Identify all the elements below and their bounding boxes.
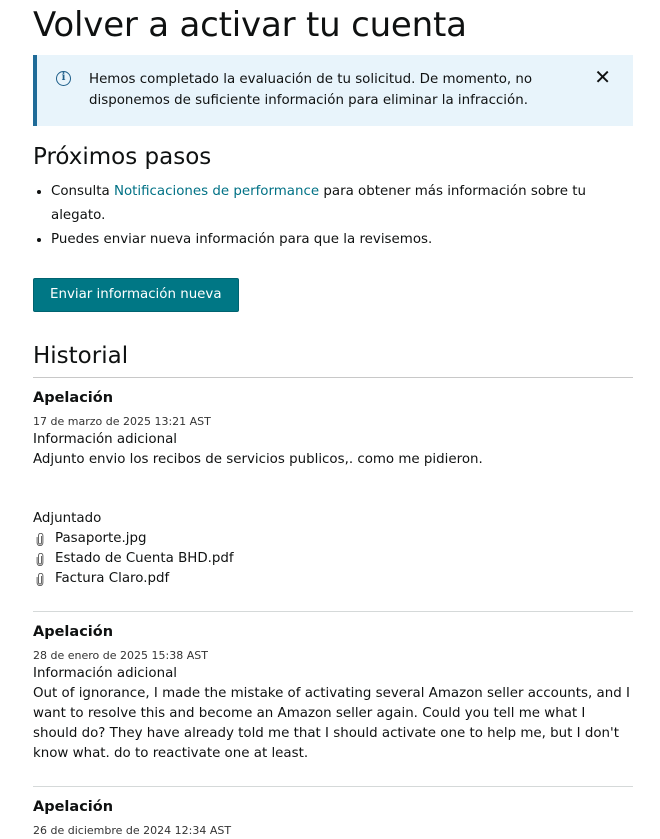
- next-steps-list: [33, 180, 633, 252]
- step-text-pre: Consulta: [51, 184, 114, 199]
- entry-date: 28 de enero de 2025 15:38 AST: [33, 649, 208, 662]
- attachment-item[interactable]: [33, 549, 633, 569]
- attachment-name: Estado de Cuenta BHD.pdf: [55, 551, 234, 566]
- page-title: Volver a activar tu cuenta: [33, 5, 467, 45]
- history-entry: [33, 611, 633, 764]
- step-text-post: para obtener más información sobre tu alegato.: [51, 184, 586, 223]
- entry-type: Apelación: [33, 799, 114, 815]
- submit-new-info-button[interactable]: Enviar información nueva: [33, 278, 239, 312]
- list-item: • Puedes enviar nueva información para que la revisemos.: [51, 228, 633, 252]
- paperclip-icon: [33, 533, 47, 546]
- close-icon[interactable]: ✕: [594, 65, 611, 89]
- paperclip-icon: [33, 553, 47, 566]
- entry-type: Apelación: [33, 624, 114, 640]
- entry-text: Out of ignorance, I made the mistake of activating several Amazon seller accounts, and I want to resolve this and become an Amazon seller again. Could you tell me what I should do? They have already told me that I should activate one to help me, but I don't know what. do to reactivate one at least.: [33, 686, 630, 761]
- history-entry: [33, 786, 633, 839]
- attachment-item[interactable]: [33, 529, 633, 549]
- history-title: Historial: [33, 341, 633, 378]
- info-icon: i: [56, 71, 71, 86]
- evaluation-alert: [33, 55, 633, 126]
- entry-label: Información adicional: [33, 432, 177, 447]
- next-steps-title: Próximos pasos: [33, 144, 212, 170]
- entry-text: Adjunto envio los recibos de servicios publicos,. como me pidieron.: [33, 452, 483, 467]
- paperclip-icon: [33, 573, 47, 586]
- alert-message: Hemos completado la evaluación de tu solicitud. De momento, no disponemos de suficiente información para eliminar la infracción.: [89, 72, 533, 108]
- attachment-name: Pasaporte.jpg: [55, 531, 147, 546]
- list-item: [51, 180, 633, 228]
- entry-type: Apelación: [33, 390, 114, 406]
- performance-notifications-link[interactable]: Notificaciones de performance: [113, 184, 320, 199]
- attachment-name: Factura Claro.pdf: [55, 571, 170, 586]
- attachments-title: Adjuntado: [33, 511, 102, 526]
- entry-label: Información adicional: [33, 666, 177, 681]
- entry-date: 17 de marzo de 2025 13:21 AST: [33, 415, 211, 428]
- attachment-item[interactable]: [33, 569, 633, 589]
- entry-date: 26 de diciembre de 2024 12:34 AST: [33, 824, 232, 837]
- history-entry: [33, 378, 633, 589]
